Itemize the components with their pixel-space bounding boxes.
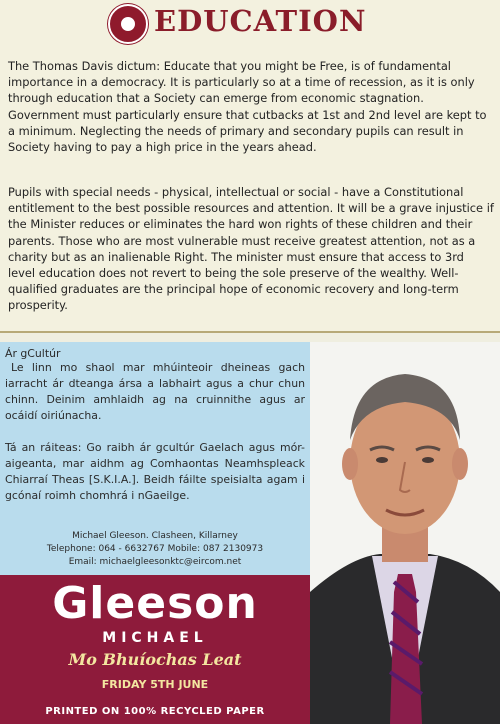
party-seal-icon — [108, 4, 148, 44]
candidate-portrait-illustration — [310, 342, 500, 724]
contact-phones: Telephone: 064 - 6632767 Mobile: 087 2130973 — [46, 544, 264, 554]
irish-title: Ár gCultúr — [5, 347, 61, 360]
education-paragraph-2: Pupils with special needs - physical, intellectual or social - have a Constitutional entitlement to the best possible resources and attention. It will be a grave injustice if the Minister reduces or eliminates the hard won rights of these children and their parents. Those who are most vulnerable must receive greatest attention, not as a charity but as an inalienable Right. The minister must ensure that access to 3rd level education does not revert to being the sole preserve of the wealthy. Well-qualified graduates are the principal hope of economic recovery and long-term prosperity. — [8, 185, 494, 313]
seal-center — [119, 15, 137, 33]
recycled-paper-note: PRINTED ON 100% RECYCLED PAPER — [45, 706, 265, 717]
candidate-first-name: MICHAEL — [102, 630, 208, 646]
irish-paragraph-1: Le linn mo shaol mar mhúinteoir dheineas gach iarracht ár dteanga ársa a labhairt agus a chur chun chinn. Deinim amhlaidh ag na cruinnithe agus ar ocáidí oiriúnacha. — [5, 361, 305, 422]
header — [0, 0, 500, 46]
candidate-surname: Gleeson — [52, 578, 258, 629]
contact-address: Michael Gleeson. Clasheen, Killarney — [72, 531, 238, 541]
education-paragraph-1: The Thomas Davis dictum: Educate that you might be Free, is of fundamental importance in a democracy. It is particularly so at a time of recession, as it is only through education that a Society can emerge from economic stagnation. Government must particularly ensure that cutbacks at 1st and 2nd level are kept to a minimum. Neglecting the needs of primary and secondary pupils can result in Society having to pay a high price in the years ahead. — [8, 59, 487, 155]
candidate-photo — [310, 342, 500, 724]
election-date: FRIDAY 5TH JUNE — [101, 678, 209, 691]
page-title: EDUCATION — [154, 4, 367, 38]
contact-email: Email: michaelgleesonktc@eircom.net — [68, 557, 242, 567]
irish-paragraph-2: Tá an ráiteas: Go raibh ár gcultúr Gaelach agus mór-aigeanta, mar aidhm ag Comhaontas Neamhspleack Chiarraí Theas [S.K.I.A.]. Beidh fáilte speisialta agam i gcónaí roimh chomhrá i nGaeilge. — [5, 441, 305, 502]
slogan: Mo Bhuíochas Leat — [68, 650, 242, 669]
